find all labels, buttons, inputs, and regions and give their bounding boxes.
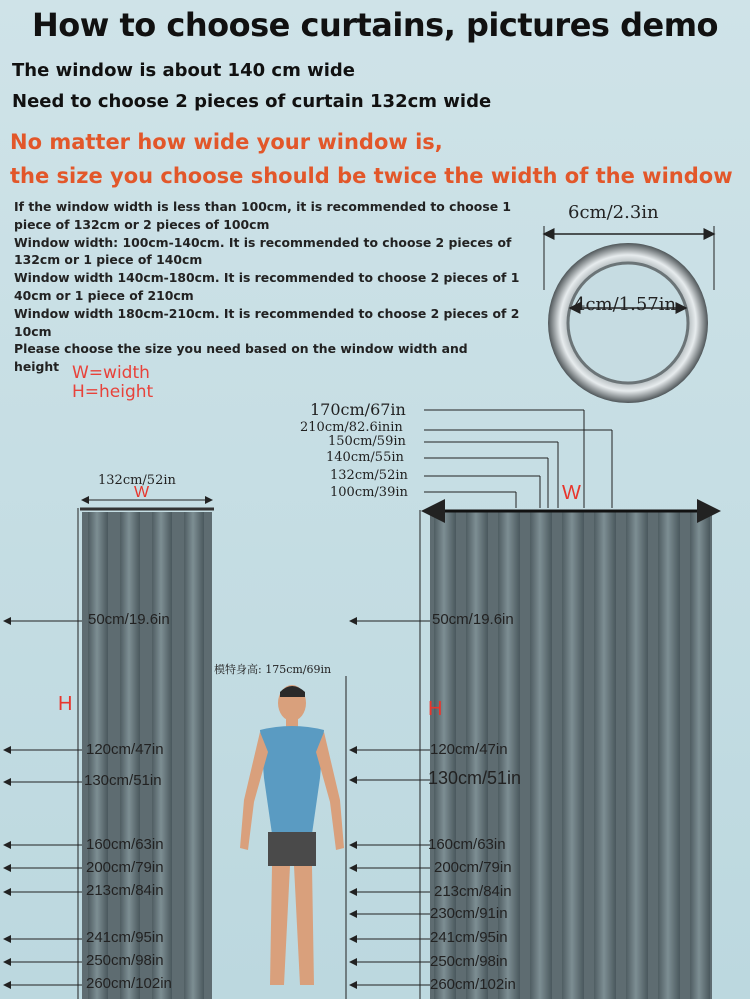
height-label: 120cm/47in: [430, 741, 508, 758]
recommendation-item: If the window width is less than 100cm, it is recommended to choose 1 piece of 132cm or 2 pieces of 100cm: [14, 199, 512, 232]
recommendation-list: [14, 198, 534, 376]
recommendation-item: Please choose the size you need based on the window width and height: [14, 341, 468, 375]
left-h-mark: H: [58, 693, 73, 715]
model-height-label: 模特身高: 175cm/69in: [214, 663, 332, 676]
dimension-legend: [72, 364, 153, 402]
ring-outer-diameter: 6cm/2.3in: [568, 202, 659, 223]
right-h-mark: H: [428, 698, 443, 720]
height-label: 241cm/95in: [86, 929, 164, 946]
highlight-line-1: No matter how wide your window is,: [10, 130, 443, 154]
model-figure: [240, 676, 346, 999]
right-height-arrows: [350, 621, 430, 985]
legend-width: W=width: [72, 363, 150, 383]
height-label: 250cm/98in: [86, 952, 164, 969]
curtain-choice-note: Need to choose 2 pieces of curtain 132cm wide: [12, 91, 492, 112]
height-label: 50cm/19.6in: [432, 611, 514, 628]
right-width-label: 132cm/52in: [330, 468, 408, 483]
right-w-mark: W: [562, 482, 581, 504]
right-width-label: 170cm/67in: [310, 400, 406, 419]
left-w-mark: W: [134, 484, 150, 501]
height-label: 250cm/98in: [430, 953, 508, 970]
height-label: 120cm/47in: [86, 741, 164, 758]
height-label: 130cm/51in: [428, 768, 522, 788]
height-label: 260cm/102in: [86, 975, 172, 992]
left-width-label: 132cm/52in: [98, 473, 176, 488]
height-label: 50cm/19.6in: [88, 611, 170, 628]
recommendation-item: Window width 180cm-210cm. It is recommended to choose 2 pieces of 2 10cm: [14, 305, 520, 339]
height-label: 260cm/102in: [430, 976, 516, 993]
right-width-label: 210cm/82.6inin: [300, 420, 403, 435]
legend-height: H=height: [72, 382, 154, 402]
recommendation-item: Window width 140cm-180cm. It is recommended to choose 2 pieces of 1 40cm or 1 piece of 210cm: [14, 270, 520, 303]
right-width-label: 140cm/55in: [326, 450, 404, 465]
height-label: 230cm/91in: [430, 905, 508, 922]
height-label: 160cm/63in: [428, 836, 506, 853]
height-label: 213cm/84in: [434, 883, 512, 900]
height-label: 200cm/79in: [434, 859, 512, 876]
recommendation-item: Window width: 100cm-140cm. It is recommended to choose 2 pieces of 132cm or 1 piece of 140cm: [14, 234, 512, 268]
ring-inner-diameter: 4cm/1.57in: [574, 294, 677, 315]
height-label: 130cm/51in: [84, 772, 162, 789]
page-title: How to choose curtains, pictures demo: [31, 6, 719, 44]
left-height-arrows: [4, 621, 82, 985]
right-width-label: 100cm/39in: [330, 485, 408, 500]
height-label: 241cm/95in: [430, 929, 508, 946]
right-width-label: 150cm/59in: [328, 434, 406, 449]
window-width-note: The window is about 140 cm wide: [12, 60, 355, 81]
highlight-line-2: the size you choose should be twice the width of the window: [10, 164, 733, 188]
height-label: 200cm/79in: [86, 859, 164, 876]
height-label: 160cm/63in: [86, 836, 164, 853]
height-label: 213cm/84in: [86, 882, 164, 899]
